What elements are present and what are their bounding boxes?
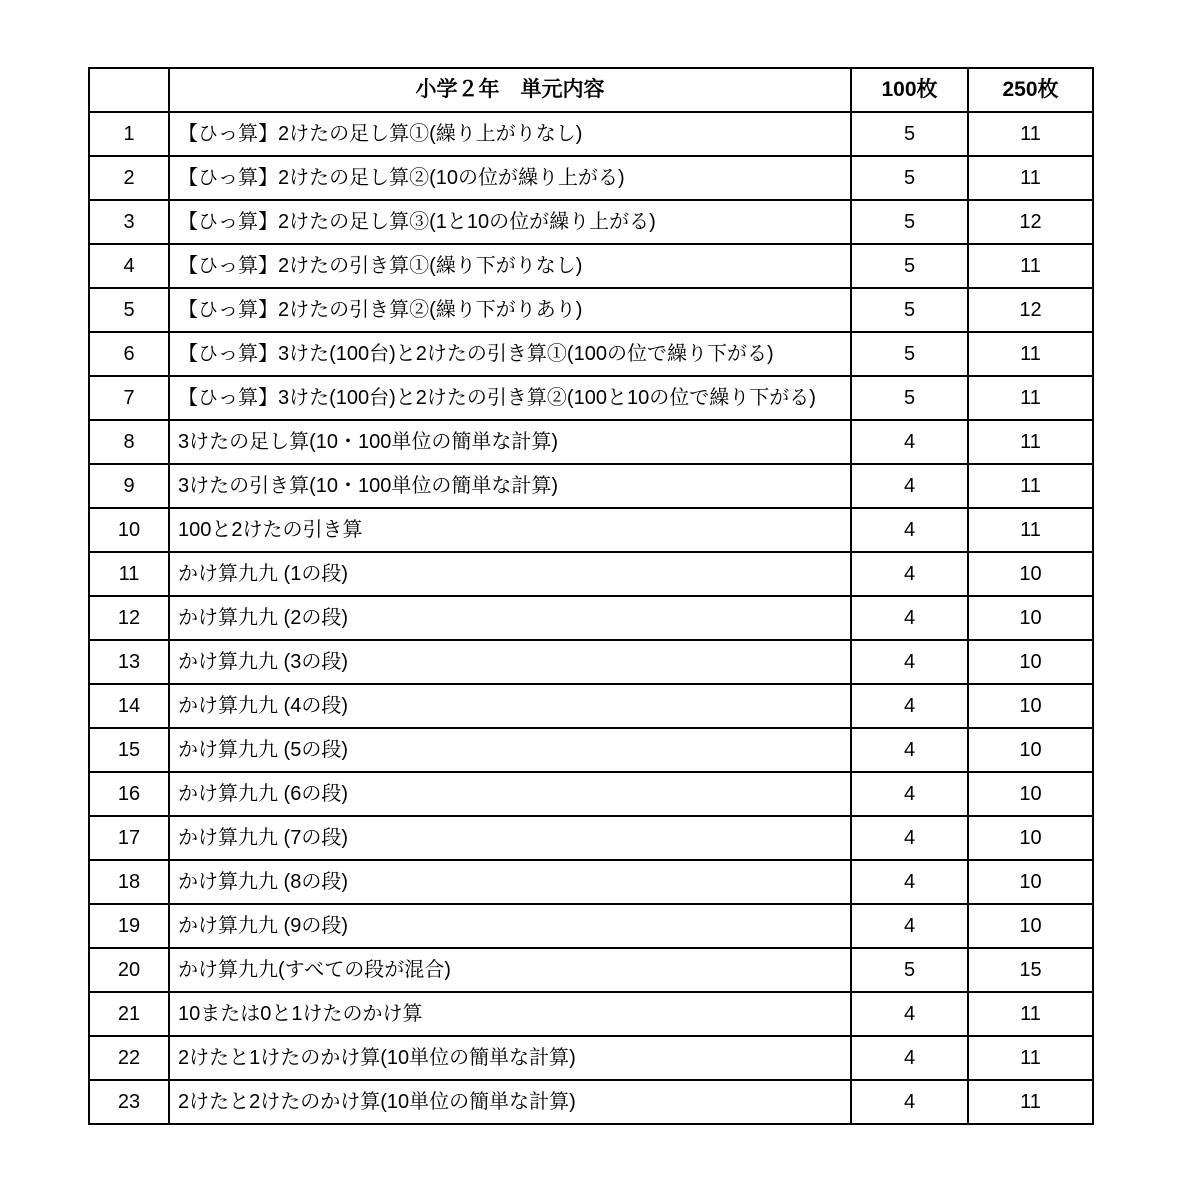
row-100-sheets: 4	[851, 1080, 968, 1124]
row-250-sheets: 11	[968, 992, 1093, 1036]
table-row	[89, 420, 1093, 464]
row-unit-content: かけ算九九 (8の段)	[169, 860, 851, 904]
row-250-sheets: 11	[968, 1036, 1093, 1080]
row-100-sheets: 4	[851, 596, 968, 640]
header-row-number	[89, 68, 169, 112]
row-unit-content: 【ひっ算】2けたの引き算②(繰り下がりあり)	[169, 288, 851, 332]
row-250-sheets: 11	[968, 332, 1093, 376]
row-100-sheets: 5	[851, 948, 968, 992]
units-table	[88, 67, 1094, 1125]
row-number: 19	[89, 904, 169, 948]
row-100-sheets: 5	[851, 288, 968, 332]
row-unit-content: かけ算九九 (1の段)	[169, 552, 851, 596]
row-250-sheets: 15	[968, 948, 1093, 992]
row-100-sheets: 4	[851, 992, 968, 1036]
table-row	[89, 244, 1093, 288]
table-row	[89, 332, 1093, 376]
row-250-sheets: 11	[968, 464, 1093, 508]
row-250-sheets: 12	[968, 288, 1093, 332]
row-number: 9	[89, 464, 169, 508]
row-100-sheets: 4	[851, 684, 968, 728]
row-unit-content: 【ひっ算】2けたの足し算②(10の位が繰り上がる)	[169, 156, 851, 200]
row-number: 21	[89, 992, 169, 1036]
header-100-sheets: 100枚	[851, 68, 968, 112]
row-number: 13	[89, 640, 169, 684]
row-unit-content: 【ひっ算】3けた(100台)と2けたの引き算①(100の位で繰り下がる)	[169, 332, 851, 376]
table-row	[89, 728, 1093, 772]
row-100-sheets: 5	[851, 156, 968, 200]
row-100-sheets: 4	[851, 860, 968, 904]
row-250-sheets: 10	[968, 772, 1093, 816]
row-unit-content: 2けたと2けたのかけ算(10単位の簡単な計算)	[169, 1080, 851, 1124]
row-number: 2	[89, 156, 169, 200]
row-100-sheets: 5	[851, 376, 968, 420]
header-unit-content: 小学２年 単元内容	[169, 68, 851, 112]
row-100-sheets: 4	[851, 552, 968, 596]
row-unit-content: 【ひっ算】2けたの足し算①(繰り上がりなし)	[169, 112, 851, 156]
row-250-sheets: 11	[968, 420, 1093, 464]
row-250-sheets: 11	[968, 156, 1093, 200]
row-250-sheets: 10	[968, 684, 1093, 728]
row-number: 23	[89, 1080, 169, 1124]
row-number: 22	[89, 1036, 169, 1080]
table-row	[89, 640, 1093, 684]
table-row	[89, 860, 1093, 904]
row-100-sheets: 4	[851, 464, 968, 508]
row-number: 14	[89, 684, 169, 728]
row-number: 20	[89, 948, 169, 992]
table-body	[89, 112, 1093, 1124]
table-row	[89, 376, 1093, 420]
row-250-sheets: 11	[968, 1080, 1093, 1124]
row-unit-content: かけ算九九 (2の段)	[169, 596, 851, 640]
row-unit-content: かけ算九九 (4の段)	[169, 684, 851, 728]
row-number: 10	[89, 508, 169, 552]
table-row	[89, 1080, 1093, 1124]
row-unit-content: 3けたの足し算(10・100単位の簡単な計算)	[169, 420, 851, 464]
table-row	[89, 596, 1093, 640]
row-100-sheets: 4	[851, 816, 968, 860]
row-number: 5	[89, 288, 169, 332]
row-250-sheets: 10	[968, 596, 1093, 640]
row-number: 17	[89, 816, 169, 860]
row-number: 15	[89, 728, 169, 772]
table-row	[89, 948, 1093, 992]
row-number: 18	[89, 860, 169, 904]
table-row	[89, 464, 1093, 508]
row-unit-content: 100と2けたの引き算	[169, 508, 851, 552]
row-number: 3	[89, 200, 169, 244]
row-unit-content: 2けたと1けたのかけ算(10単位の簡単な計算)	[169, 1036, 851, 1080]
row-100-sheets: 5	[851, 244, 968, 288]
row-number: 16	[89, 772, 169, 816]
row-100-sheets: 5	[851, 200, 968, 244]
row-unit-content: 【ひっ算】3けた(100台)と2けたの引き算②(100と10の位で繰り下がる)	[169, 376, 851, 420]
row-unit-content: 【ひっ算】2けたの引き算①(繰り下がりなし)	[169, 244, 851, 288]
row-100-sheets: 4	[851, 904, 968, 948]
row-number: 12	[89, 596, 169, 640]
row-100-sheets: 5	[851, 332, 968, 376]
row-unit-content: 【ひっ算】2けたの足し算③(1と10の位が繰り上がる)	[169, 200, 851, 244]
row-unit-content: かけ算九九 (5の段)	[169, 728, 851, 772]
header-250-sheets: 250枚	[968, 68, 1093, 112]
row-number: 11	[89, 552, 169, 596]
row-250-sheets: 10	[968, 552, 1093, 596]
row-250-sheets: 10	[968, 816, 1093, 860]
table-row	[89, 156, 1093, 200]
row-250-sheets: 10	[968, 640, 1093, 684]
row-number: 6	[89, 332, 169, 376]
table-row	[89, 200, 1093, 244]
row-100-sheets: 4	[851, 508, 968, 552]
row-100-sheets: 5	[851, 112, 968, 156]
row-unit-content: かけ算九九 (6の段)	[169, 772, 851, 816]
table-row	[89, 684, 1093, 728]
table-row	[89, 772, 1093, 816]
row-100-sheets: 4	[851, 640, 968, 684]
row-250-sheets: 11	[968, 112, 1093, 156]
row-unit-content: かけ算九九 (9の段)	[169, 904, 851, 948]
row-number: 1	[89, 112, 169, 156]
row-unit-content: 10または0と1けたのかけ算	[169, 992, 851, 1036]
table-row	[89, 552, 1093, 596]
row-250-sheets: 12	[968, 200, 1093, 244]
table-row	[89, 508, 1093, 552]
row-250-sheets: 11	[968, 244, 1093, 288]
row-250-sheets: 10	[968, 728, 1093, 772]
row-100-sheets: 4	[851, 1036, 968, 1080]
row-250-sheets: 10	[968, 904, 1093, 948]
row-number: 8	[89, 420, 169, 464]
table-row	[89, 992, 1093, 1036]
row-100-sheets: 4	[851, 420, 968, 464]
table-row	[89, 112, 1093, 156]
row-100-sheets: 4	[851, 728, 968, 772]
table-row	[89, 1036, 1093, 1080]
row-unit-content: かけ算九九 (3の段)	[169, 640, 851, 684]
row-unit-content: 3けたの引き算(10・100単位の簡単な計算)	[169, 464, 851, 508]
row-250-sheets: 10	[968, 860, 1093, 904]
row-number: 4	[89, 244, 169, 288]
row-unit-content: かけ算九九 (7の段)	[169, 816, 851, 860]
row-250-sheets: 11	[968, 376, 1093, 420]
table-row	[89, 904, 1093, 948]
row-unit-content: かけ算九九(すべての段が混合)	[169, 948, 851, 992]
row-250-sheets: 11	[968, 508, 1093, 552]
row-number: 7	[89, 376, 169, 420]
row-100-sheets: 4	[851, 772, 968, 816]
table-row	[89, 816, 1093, 860]
header-row	[89, 68, 1093, 112]
table-row	[89, 288, 1093, 332]
